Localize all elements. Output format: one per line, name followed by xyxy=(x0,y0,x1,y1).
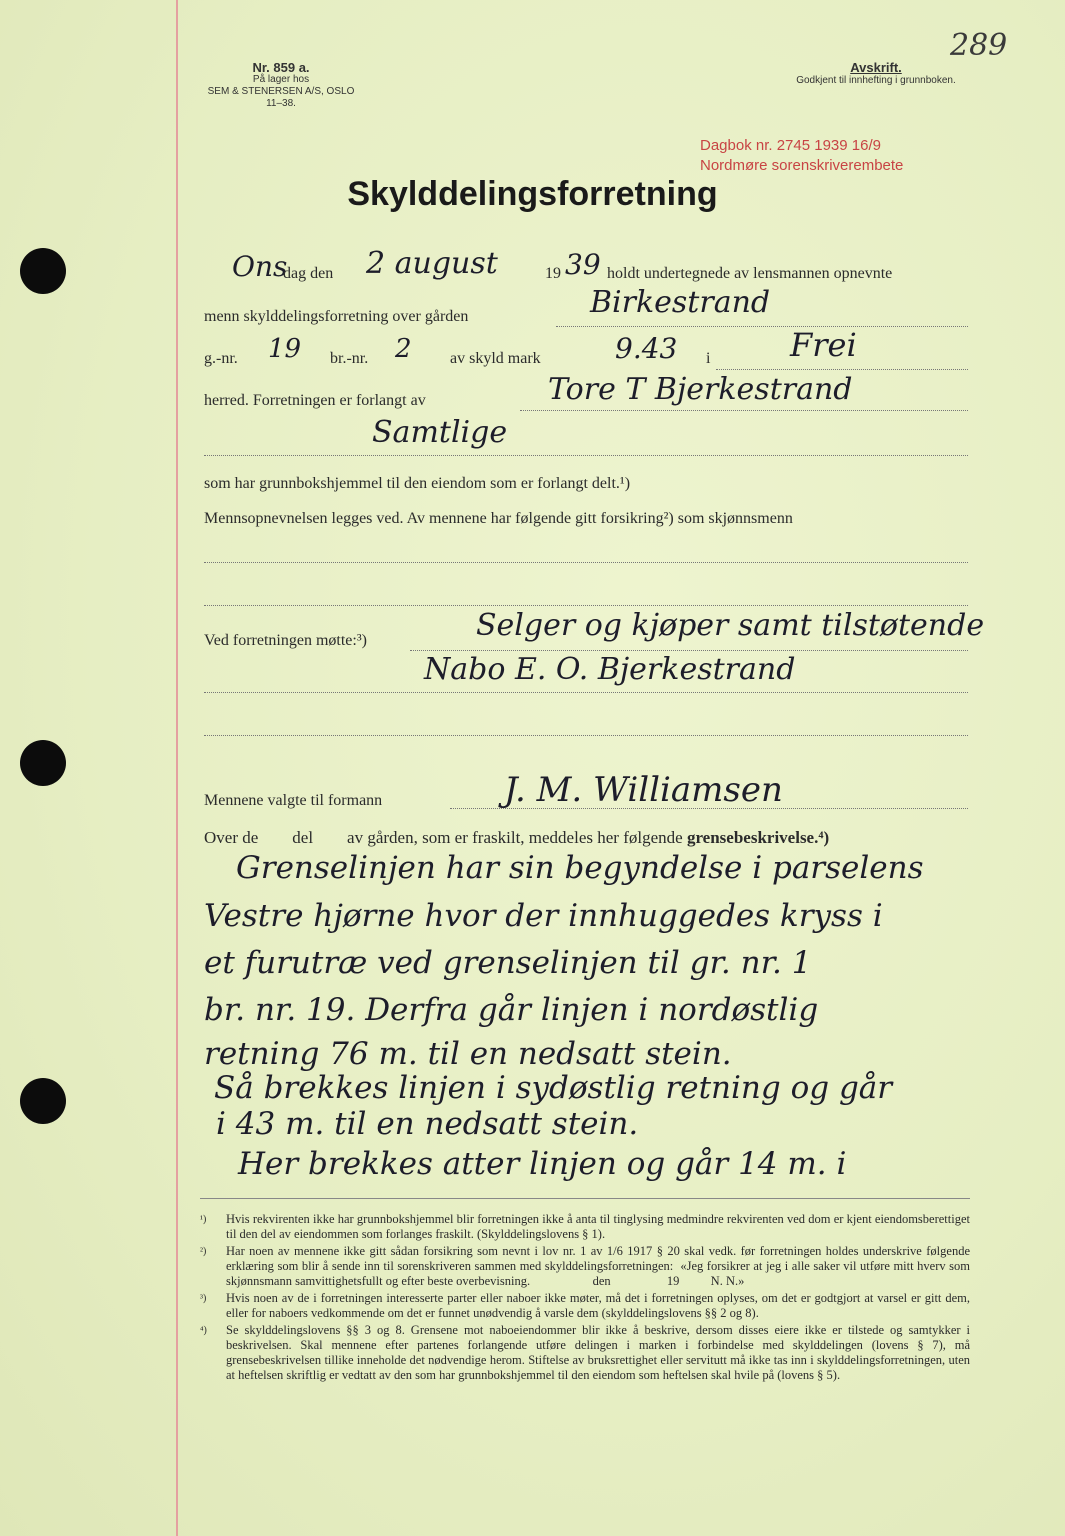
motte-handwritten-2: Nabo E. O. Bjerkestrand xyxy=(424,652,796,687)
footnote-mark: ³) xyxy=(200,1293,207,1304)
dotted-line xyxy=(204,692,968,693)
year-handwritten: 39 xyxy=(565,248,601,281)
registry-stamp xyxy=(700,136,903,176)
footnote-text: Se skylddelingslovens §§ 3 og 8. Grensene mot naboeiendommer blir ikke å beskrive, dersom disses eiere ikke er tilstede og samtykker i beskrivelsen. Skal mennene efter partenes forlangende utføre delingen i marken i forbindelse med skylddelingen (lovens § 7), må grensebeskrivelsen tillike inneholde det nødvendige herom. Stiftelse av bruksrettighet eller servitutt må ikke tas inn i skylddelingsforretningen, uten at heftelsen skriftlig er vedtatt av den som har grunnbokshjemmel til den eiendom som heftelsen skal hvile på (lovens § 5). xyxy=(226,1323,970,1382)
formann-handwritten: J. M. Williamsen xyxy=(504,770,783,810)
dotted-line xyxy=(204,455,968,456)
dotted-line xyxy=(520,410,968,411)
brnr-handwritten: 2 xyxy=(395,334,412,364)
dotted-line xyxy=(450,808,968,809)
grunnbok-text: som har grunnbokshjemmel til den eiendom som er forlangt delt.¹) xyxy=(204,475,631,492)
dotted-line xyxy=(410,650,968,651)
dotted-line xyxy=(716,369,968,370)
date-handwritten: 2 august xyxy=(366,246,498,281)
description-line-8: Her brekkes atter linjen og går 14 m. i xyxy=(238,1146,847,1182)
footnote-text: Hvis rekvirenten ikke har grunnbokshjemmel blir forretningen ikke å anta til tinglysing medmindre rekvirenten ved dom er kjent eiendomsberettiget til den del av eiendommen som forlanges fraskilt. (Skylddelingslovens § 1). xyxy=(226,1212,970,1241)
footnote-mark: ²) xyxy=(200,1246,207,1257)
page-title: Skylddelingsforretning xyxy=(347,175,718,213)
over-de-label: Over de del av gården, som er fraskilt, meddeles her følgende xyxy=(204,828,683,847)
stamp-office: Nordmøre sorenskriverembete xyxy=(700,157,904,174)
description-line-3: et furutræ ved grenselinjen til gr. nr. 1 xyxy=(204,945,812,981)
brnr-label: br.-nr. xyxy=(330,350,369,367)
form-number: Nr. 859 a. xyxy=(252,60,310,75)
description-line-4: br. nr. 19. Derfra går linjen i nordøstlig xyxy=(204,992,819,1028)
samtlige-handwritten: Samtlige xyxy=(372,415,508,450)
description-line-2: Vestre hjørne hvor der innhuggedes kryss i xyxy=(204,898,883,934)
punch-hole-top xyxy=(20,248,66,294)
stamp-dagbok: Dagbok nr. 2745 1939 16/9 xyxy=(700,137,881,154)
description-line-5: retning 76 m. til en nedsatt stein. xyxy=(204,1036,732,1072)
footnote-mark: ¹) xyxy=(200,1214,207,1225)
dotted-line xyxy=(204,562,968,563)
footnote xyxy=(200,1291,970,1321)
page-number: 289 xyxy=(950,28,1008,63)
gnr-handwritten: 19 xyxy=(268,334,302,364)
skyld-handwritten: 9.43 xyxy=(615,332,678,365)
weekday-handwritten: Ons xyxy=(232,250,288,283)
description-line-7: i 43 m. til en nedsatt stein. xyxy=(216,1106,639,1142)
footnote xyxy=(200,1323,970,1383)
publisher-block xyxy=(206,62,356,110)
year-prefix: 19 xyxy=(545,265,561,282)
farm-handwritten: Birkestrand xyxy=(590,285,771,320)
motte-label: Ved forretningen møtte:³) xyxy=(204,632,367,649)
dotted-line xyxy=(204,735,968,736)
footnote-text: Hvis noen av de i forretningen interesserte parter eller naboer ikke møter, må det i forretningen oplyses, om det er godtgjort at varsel er gitt dem, eller for naboers vedkommende om det er funnet unødvendig å varsle dem (skylddelingslovens §§ 2 og 8). xyxy=(226,1291,970,1320)
avskrift-subtitle: Godkjent til innhefting i grunnboken. xyxy=(796,75,956,86)
menn-text: menn skylddelingsforretning over gården xyxy=(204,308,469,325)
footnote-separator xyxy=(200,1198,970,1199)
punch-hole-bottom xyxy=(20,1078,66,1124)
avskrift-title: Avskrift. xyxy=(850,60,902,75)
dotted-line xyxy=(556,326,968,327)
dag-den-label: dag den xyxy=(283,265,334,282)
description-line-6: Så brekkes linjen i sydøstlig retning og går xyxy=(214,1070,893,1106)
avskrift-block xyxy=(766,60,986,86)
dotted-line xyxy=(204,605,968,606)
held-text: holdt undertegnede av lensmannen opnevnte xyxy=(607,265,893,282)
herred-handwritten: Frei xyxy=(790,326,857,364)
motte-handwritten-1: Selger og kjøper samt tilstøtende xyxy=(476,608,985,643)
footnote xyxy=(200,1244,974,1289)
formann-label: Mennene valgte til formann xyxy=(204,792,383,809)
publisher-date: 11–38. xyxy=(266,98,296,109)
footnote xyxy=(200,1212,970,1242)
description-line-1: Grenselinjen har sin begyndelse i parselens xyxy=(236,850,924,886)
herred-text: herred. Forretningen er forlangt av xyxy=(204,392,426,409)
footnote-mark: ⁴) xyxy=(200,1325,207,1336)
skyld-label: av skyld mark xyxy=(450,350,541,367)
gnr-label: g.-nr. xyxy=(204,350,238,367)
requester-handwritten: Tore T Bjerkestrand xyxy=(548,372,853,407)
menn-opnevnelse-text: Mennsopnevnelsen legges ved. Av mennene har følgende gitt forsikring²) som skjønnsmenn xyxy=(204,510,793,527)
over-de-text xyxy=(204,828,829,848)
margin-line xyxy=(176,0,178,1536)
footnote-text: Har noen av mennene ikke gitt sådan forsikring som nevnt i lov nr. 1 av 1/6 1917 § 20 skal vedk. før forretningen holdes underskrive følgende erklæring som blir å sende inn til sorenskriveren sammen med skylddelingsforretningen: «Jeg forsikrer at jeg i alle saker vil utføre mitt hverv som skjønnsmann samvittighetsfullt og efter beste overbevisning. den 19 N. N.» xyxy=(226,1244,974,1288)
i-label: i xyxy=(706,350,711,367)
publisher-name: SEM & STENERSEN A/S, OSLO xyxy=(207,86,355,97)
punch-hole-middle xyxy=(20,740,66,786)
footnotes xyxy=(200,1212,974,1385)
publisher-line: På lager hos xyxy=(252,74,310,85)
grensebeskrivelse-label: grensebeskrivelse.⁴) xyxy=(686,828,830,847)
